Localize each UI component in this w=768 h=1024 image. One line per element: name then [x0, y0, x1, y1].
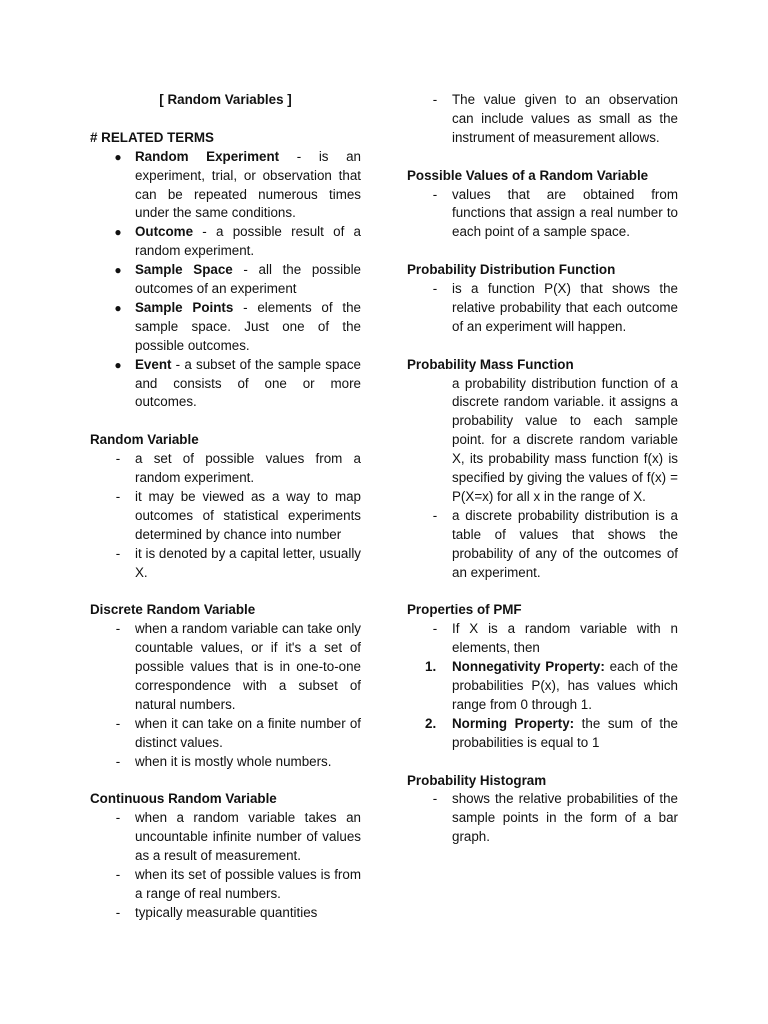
item-text: when it is mostly whole numbers. — [135, 753, 332, 769]
item-text: is a function P(X) that shows the relative probability that each outcome of an experiment will happen. — [452, 281, 678, 334]
list-item — [90, 753, 361, 772]
list-item — [90, 904, 361, 923]
item-text: If X is a random variable with n elements, then — [452, 621, 678, 656]
list-item — [90, 299, 361, 356]
dash-icon: - — [115, 904, 121, 920]
dash-icon: - — [115, 621, 121, 637]
term-label: Nonnegativity Property: — [452, 659, 605, 675]
term-label: Outcome — [135, 224, 194, 240]
pdf-list — [407, 280, 678, 337]
term-label: Random Experiment — [135, 148, 280, 164]
related-terms-heading: # RELATED TERMS — [90, 129, 214, 145]
item-text: typically measurable quantities — [135, 904, 318, 920]
page-title: [ Random Variables ] — [159, 92, 292, 107]
term-description: - a possible result of a random experiment. — [135, 224, 361, 259]
dash-icon: - — [432, 186, 438, 202]
possible-values-list — [407, 186, 678, 243]
dash-icon: - — [432, 281, 438, 297]
list-item — [407, 715, 678, 753]
item-text: shows the relative probabilities of the sample points in the form of a bar graph. — [452, 791, 678, 845]
bullet-icon: ● — [114, 263, 122, 278]
item-text: a discrete probability distribution is a table of values that shows the probability of any of the outcomes of an experiment. — [452, 507, 678, 580]
term-description: the sum of the probabilities is equal to 1 — [452, 715, 679, 750]
dash-icon: - — [115, 867, 121, 883]
list-number: 2. — [425, 715, 437, 731]
item-text: it may be viewed as a way to map outcomes of statistical experiments determined by chance into number — [135, 489, 361, 542]
discrete-random-variable-heading: Discrete Random Variable — [90, 602, 256, 618]
item-text: The value given to an observation can include values as small as the instrument of measurement allows. — [452, 92, 678, 145]
pmf-list — [407, 507, 678, 583]
term-label: Sample Points — [135, 299, 234, 315]
continuation-list — [407, 91, 678, 148]
random-variable-list — [90, 450, 361, 582]
pmf-paragraph: a probability distribution function of a discrete random variable. it assigns a probability value to each sample point. for a discrete random variable X, its probability mass function f(x) is specified by giving the values of f(x) = P(X=x) for all x in the range of X. — [452, 375, 678, 504]
list-item — [407, 790, 678, 847]
term-label: Event — [135, 356, 172, 372]
list-item — [407, 280, 678, 337]
related-terms-list — [90, 148, 361, 413]
histogram-heading: Probability Histogram — [407, 772, 547, 788]
bullet-icon: ● — [114, 300, 122, 315]
dash-icon: - — [115, 451, 121, 467]
term-description: - all the possible outcomes of an experiment — [135, 262, 361, 297]
pdf-heading: Probability Distribution Function — [407, 262, 616, 278]
dash-icon: - — [115, 810, 121, 826]
pmf-heading: Probability Mass Function — [407, 356, 574, 372]
list-item — [90, 223, 361, 261]
term-description: each of the probabilities P(x), has values which range from 0 through 1. — [452, 659, 678, 712]
item-text: when a random variable takes an uncountable infinite number of values as a result of measurement. — [135, 810, 361, 864]
item-text: when its set of possible values is from a range of real numbers. — [135, 867, 361, 901]
dash-icon: - — [432, 507, 438, 523]
list-item — [90, 356, 361, 413]
bullet-icon: ● — [114, 225, 122, 240]
list-item — [407, 507, 678, 583]
dash-icon: - — [115, 753, 121, 769]
dash-icon: - — [432, 791, 438, 807]
properties-numbered-list — [407, 658, 678, 753]
item-text: when it can take on a finite number of distinct values. — [135, 715, 361, 750]
term-label: Norming Property: — [452, 715, 575, 731]
list-item — [407, 658, 678, 715]
random-variable-heading: Random Variable — [90, 432, 199, 448]
dash-icon: - — [115, 489, 121, 504]
item-text: values that are obtained from functions that assign a real number to each point of a sample space. — [452, 186, 678, 240]
list-number: 1. — [425, 659, 437, 675]
list-item — [90, 450, 361, 488]
list-item — [90, 261, 361, 299]
list-item — [90, 866, 361, 904]
list-item — [90, 809, 361, 866]
list-item — [90, 148, 361, 224]
term-label: Sample Space — [135, 262, 233, 278]
bullet-icon: ● — [114, 357, 122, 372]
dash-icon: - — [432, 92, 438, 107]
item-text: it is denoted by a capital letter, usually X. — [135, 545, 361, 580]
item-text: a set of possible values from a random experiment. — [135, 451, 361, 486]
list-item — [90, 545, 361, 583]
possible-values-heading: Possible Values of a Random Variable — [407, 167, 649, 183]
properties-intro-list — [407, 620, 678, 658]
term-description: - is an experiment, trial, or observation that can be repeated numerous times under the same conditions. — [135, 148, 362, 221]
dash-icon: - — [115, 545, 121, 561]
properties-heading: Properties of PMF — [407, 602, 522, 618]
list-item — [90, 620, 361, 715]
histogram-list — [407, 790, 678, 847]
right-column — [407, 91, 678, 847]
dash-icon: - — [432, 621, 438, 637]
term-description: - elements of the sample space. Just one of the possible outcomes. — [135, 299, 361, 353]
continuous-random-variable-heading: Continuous Random Variable — [90, 791, 277, 807]
dash-icon: - — [115, 715, 121, 731]
continuous-random-variable-list — [90, 809, 361, 922]
left-column — [90, 91, 361, 923]
bullet-icon: ● — [114, 149, 122, 164]
list-item — [90, 488, 361, 545]
list-item — [407, 186, 678, 243]
item-text: when a random variable can take only countable values, or if it's a set of possible values that is in one-to-one correspondence with a subset of natural numbers. — [135, 621, 361, 712]
list-item — [407, 91, 678, 148]
discrete-random-variable-list — [90, 620, 361, 771]
list-item — [407, 620, 678, 658]
term-description: - a subset of the sample space and consists of one or more outcomes. — [135, 356, 361, 410]
list-item — [90, 715, 361, 753]
